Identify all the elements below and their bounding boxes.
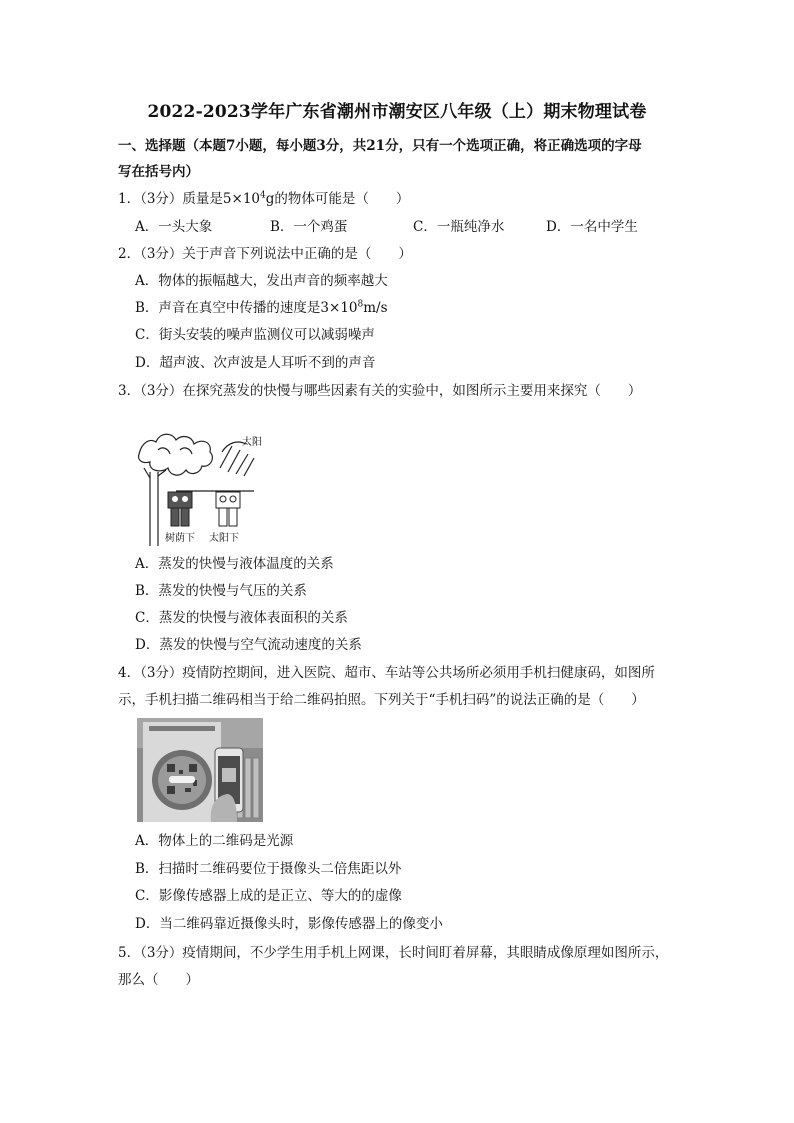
question-3-option-c: C．蒸发的快慢与液体表面积的关系 <box>135 610 348 626</box>
question-1-stem-part2: g的物体可能是（ ） <box>265 191 410 207</box>
section-heading-line2: 写在括号内） <box>118 164 199 180</box>
question-3-stem: 3．（3分）在探究蒸发的快慢与哪些因素有关的实验中，如图所示主要用来探究（ ） <box>118 383 642 399</box>
question-2-option-b-part1: B．声音在真空中传播的速度是3×10 <box>135 300 358 316</box>
question-5-stem-line2: 那么（ ） <box>118 972 199 988</box>
phone-scanning-qr-illustration <box>137 718 263 822</box>
section-heading-line1: 一、选择题（本题7小题，每小题3分，共21分，只有一个选项正确，将正确选项的字母 <box>118 138 642 154</box>
question-4-stem-line2: 示，手机扫描二维码相当于给二维码拍照。下列关于“手机扫码”的说法正确的是（ ） <box>118 692 645 708</box>
question-4-option-a: A．物体上的二维码是光源 <box>135 833 294 849</box>
question-4-option-b: B．扫描时二维码要位于摄像头二倍焦距以外 <box>135 861 402 877</box>
question-1-option-b: B．一个鸡蛋 <box>270 219 348 235</box>
question-2-option-c: C．街头安装的噪声监测仪可以减弱噪声 <box>135 327 375 343</box>
question-3-option-b: B．蒸发的快慢与气压的关系 <box>135 583 307 599</box>
question-2-exponent: 8 <box>357 299 364 310</box>
question-2-option-b <box>135 296 388 320</box>
sunlight-label: 太阳下 <box>209 533 239 544</box>
question-4-stem-line1: 4．（3分）疫情防控期间，进入医院、超市、车站等公共场所必须用手机扫健康码，如图所 <box>118 665 655 681</box>
question-2-option-d: D．超声波、次声波是人耳听不到的声音 <box>135 355 376 371</box>
question-1-option-c: C．一瓶纯净水 <box>413 219 505 235</box>
question-2-stem: 2．（3分）关于声音下列说法中正确的是（ ） <box>118 246 412 262</box>
question-1-stem <box>118 186 678 213</box>
question-4-stem <box>118 660 678 714</box>
question-1-option-a: A．一头大象 <box>135 219 213 235</box>
qr-scan-photo <box>137 718 263 822</box>
evaporation-figure <box>136 428 276 546</box>
question-4-option-d: D．当二维码靠近摄像头时，影像传感器上的像变小 <box>135 916 443 932</box>
question-4-option-c: C．影像传感器上成的是正立、等大的的虚像 <box>135 888 402 904</box>
exam-title: 2022-2023学年广东省潮州市潮安区八年级（上）期末物理试卷 <box>147 102 647 122</box>
question-1-option-d: D．一名中学生 <box>546 219 638 235</box>
question-3-option-d: D．蒸发的快慢与空气流动速度的关系 <box>135 637 362 653</box>
question-5-stem <box>118 940 678 994</box>
question-5-stem-line1: 5．（3分）疫情期间，不少学生用手机上网课，长时间盯着屏幕，其眼睛成像原理如图所示， <box>118 945 669 961</box>
section-heading <box>118 133 678 185</box>
question-1-stem-part1: 1．（3分）质量是5×10 <box>118 191 261 207</box>
question-2-option-b-unit: m/s <box>363 300 388 316</box>
sun-label: 太阳 <box>242 437 262 448</box>
question-1-exponent: 4 <box>260 190 266 201</box>
shade-label: 树荫下 <box>165 533 195 544</box>
question-3-option-a: A．蒸发的快慢与液体温度的关系 <box>135 556 334 572</box>
question-2-option-a: A．物体的振幅越大，发出声音的频率越大 <box>135 273 388 289</box>
